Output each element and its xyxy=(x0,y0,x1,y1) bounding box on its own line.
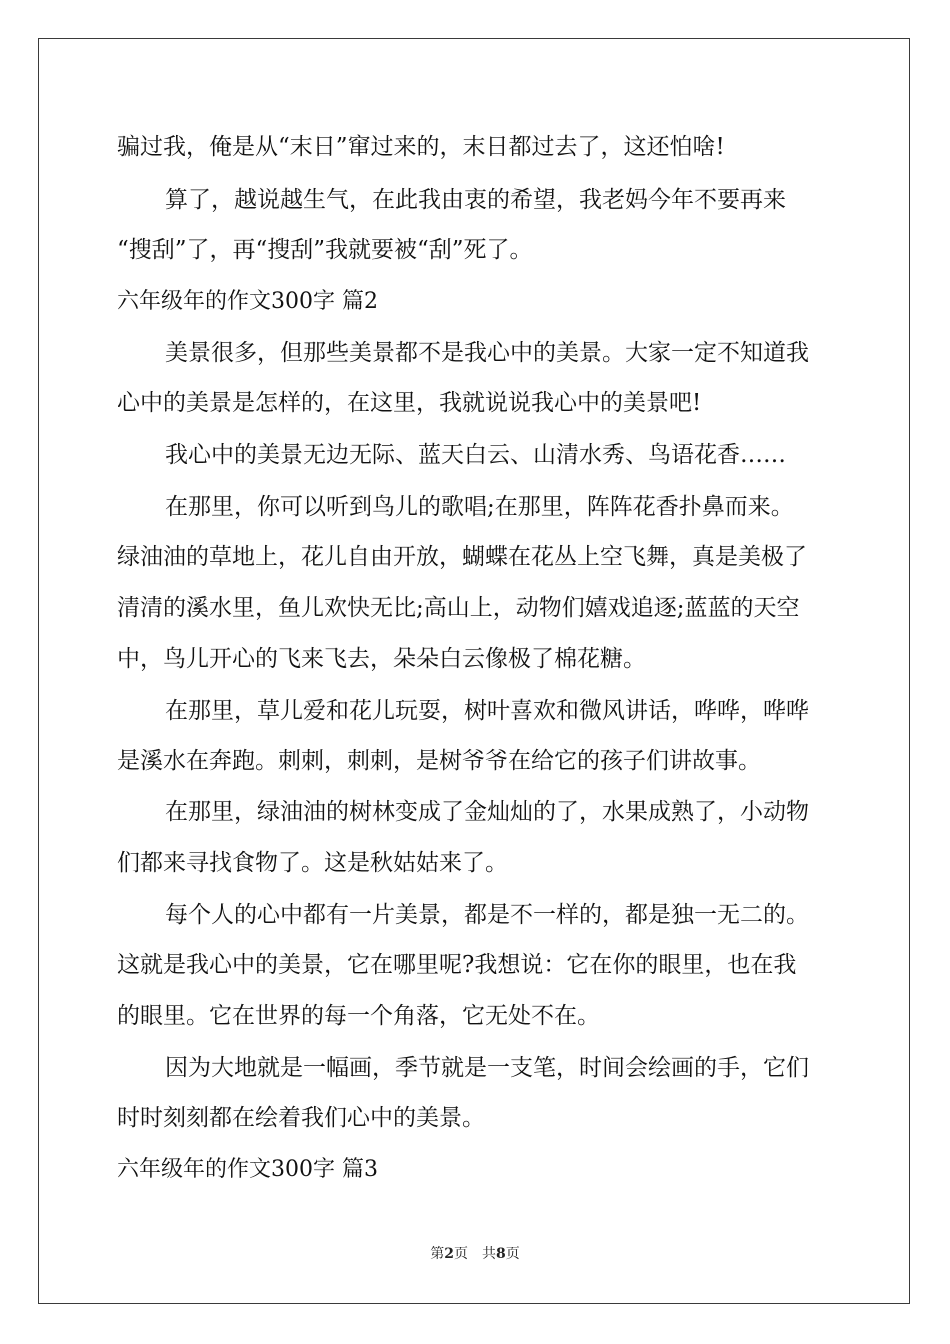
paragraph-line: “搜刮”了，再“搜刮”我就要被“刮”死了。 xyxy=(117,237,533,263)
section-heading: 六年级年的作文300字 篇2 xyxy=(117,289,378,314)
paragraph-line: 因为大地就是一幅画，季节就是一支笔，时间会绘画的手，它们 xyxy=(165,1055,809,1081)
paragraph-line: 在那里，你可以听到鸟儿的歌唱;在那里，阵阵花香扑鼻而来。 xyxy=(165,494,794,520)
paragraph-line: 们都来寻找食物了。这是秋姑姑来了。 xyxy=(117,850,508,876)
paragraph-line: 每个人的心中都有一片美景，都是不一样的，都是独一无二的。 xyxy=(165,902,809,928)
current-page-number: 2 xyxy=(444,1246,454,1262)
paragraph-line: 美景很多，但那些美景都不是我心中的美景。大家一定不知道我 xyxy=(165,340,809,366)
paragraph-line: 清清的溪水里，鱼儿欢快无比;高山上，动物们嬉戏追逐;蓝蓝的天空 xyxy=(117,595,800,621)
page-footer xyxy=(0,1244,950,1264)
paragraph-line: 这就是我心中的美景，它在哪里呢?我想说：它在你的眼里，也在我 xyxy=(117,952,797,978)
paragraph-line: 是溪水在奔跑。刺刺，刺刺，是树爷爷在给它的孩子们讲故事。 xyxy=(117,748,761,774)
paragraph-line: 在那里，绿油油的树林变成了金灿灿的了，水果成熟了，小动物 xyxy=(165,799,809,825)
total-page-count: 8 xyxy=(496,1246,506,1262)
paragraph-line: 我心中的美景无边无际、蓝天白云、山清水秀、鸟语花香…… xyxy=(165,442,786,468)
paragraph-line: 时时刻刻都在绘着我们心中的美景。 xyxy=(117,1105,485,1131)
paragraph-line: 中，鸟儿开心的飞来飞去，朵朵白云像极了棉花糖。 xyxy=(117,646,646,672)
footer-mid: 页 共 xyxy=(454,1246,496,1262)
paragraph-line: 在那里，草儿爱和花儿玩耍，树叶喜欢和微风讲话，哗哗，哗哗 xyxy=(165,698,809,724)
paragraph-line: 的眼里。它在世界的每一个角落，它无处不在。 xyxy=(117,1003,600,1029)
footer-suffix: 页 xyxy=(505,1246,520,1262)
paragraph-line: 骗过我，俺是从“末日”窜过来的，末日都过去了，这还怕啥! xyxy=(117,134,725,160)
paragraph-line: 绿油油的草地上，花儿自由开放，蝴蝶在花丛上空飞舞，真是美极了 xyxy=(117,544,807,570)
paragraph-line: 算了，越说越生气，在此我由衷的希望，我老妈今年不要再来 xyxy=(165,187,786,213)
section-heading: 六年级年的作文300字 篇3 xyxy=(117,1157,378,1182)
paragraph-line: 心中的美景是怎样的，在这里，我就说说我心中的美景吧! xyxy=(117,390,702,416)
footer-prefix: 第 xyxy=(430,1246,445,1262)
